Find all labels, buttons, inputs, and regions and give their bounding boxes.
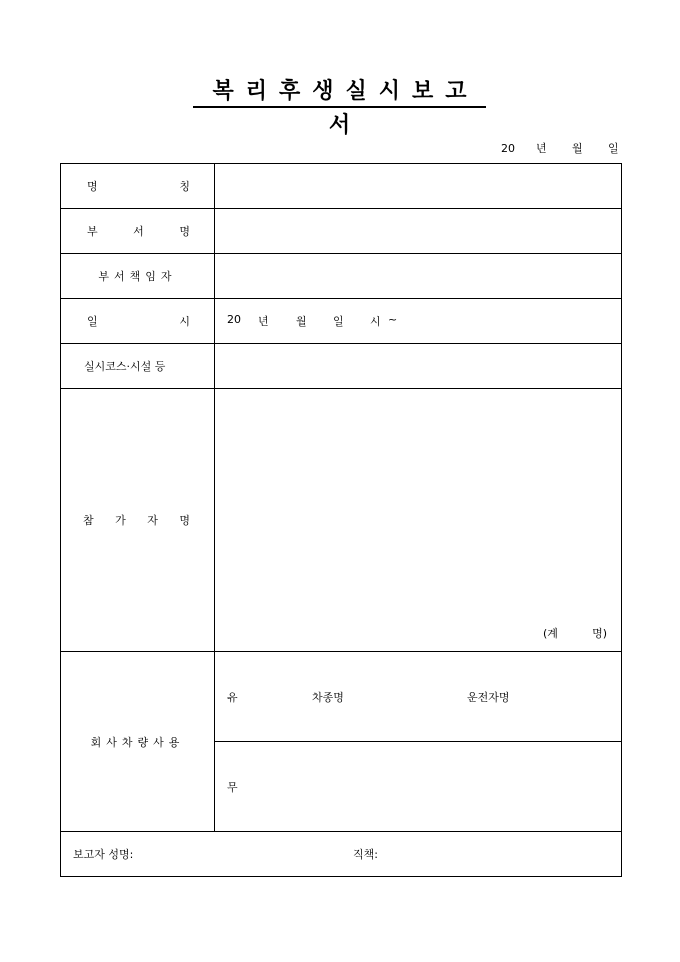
field-course[interactable] xyxy=(215,344,622,389)
field-vehicle-no[interactable] xyxy=(215,742,622,832)
date-year-prefix: 20 xyxy=(501,142,515,155)
field-manager[interactable] xyxy=(215,254,622,299)
row-manager xyxy=(61,254,622,299)
row-footer xyxy=(61,832,622,877)
row-datetime xyxy=(61,299,622,344)
report-form-table xyxy=(60,163,622,877)
document-title: 복리후생실시보고서 xyxy=(193,74,486,108)
label-department xyxy=(61,209,215,254)
vehicle-no-label: 무 xyxy=(227,780,238,794)
label-department-part-c: 명 xyxy=(179,225,190,238)
label-datetime xyxy=(61,299,215,344)
label-name-part-b: 칭 xyxy=(179,180,190,193)
vehicle-yes-label: 유 xyxy=(227,690,238,704)
participant-count xyxy=(543,625,607,641)
row-course xyxy=(61,344,622,389)
field-name[interactable] xyxy=(215,164,622,209)
label-datetime-part-b: 시 xyxy=(179,315,190,328)
report-date xyxy=(497,140,622,158)
label-course: 실시코스·시설 등 xyxy=(61,344,215,389)
footer-cell xyxy=(61,832,622,877)
car-type-label: 차종명 xyxy=(312,690,344,704)
datetime-day: 일 xyxy=(333,315,344,328)
label-department-part-b: 서 xyxy=(133,225,144,238)
label-vehicle: 회사차량사용 xyxy=(61,652,215,832)
reporter-name-label: 보고자 성명: xyxy=(73,848,134,861)
count-close: 명) xyxy=(592,627,607,640)
datetime-hour: 시 xyxy=(370,315,381,328)
label-department-part-a: 부 xyxy=(87,225,98,238)
field-datetime[interactable] xyxy=(215,299,622,344)
field-department[interactable] xyxy=(215,209,622,254)
position-label: 직책: xyxy=(353,848,378,861)
date-day-label: 일 xyxy=(608,142,619,155)
datetime-tilde: ~ xyxy=(388,313,398,326)
label-name-part-a: 명 xyxy=(87,180,98,193)
count-open: (계 xyxy=(543,627,558,640)
datetime-month: 월 xyxy=(296,315,307,328)
row-name xyxy=(61,164,622,209)
label-participants-part-a: 참 xyxy=(83,514,94,527)
date-month-label: 월 xyxy=(572,142,583,155)
driver-label: 운전자명 xyxy=(467,690,510,704)
datetime-year: 년 xyxy=(258,315,269,328)
label-datetime-part-a: 일 xyxy=(87,315,98,328)
label-participants-part-c: 자 xyxy=(147,514,158,527)
row-participants xyxy=(61,389,622,652)
field-vehicle-yes[interactable] xyxy=(215,652,622,742)
label-participants xyxy=(61,389,215,652)
label-manager: 부서책임자 xyxy=(61,254,215,299)
label-participants-part-d: 명 xyxy=(179,514,190,527)
datetime-prefix: 20 xyxy=(227,313,241,326)
date-year-label: 년 xyxy=(536,142,547,155)
label-participants-part-b: 가 xyxy=(115,514,126,527)
row-department xyxy=(61,209,622,254)
field-participants[interactable] xyxy=(215,389,622,652)
label-name xyxy=(61,164,215,209)
row-vehicle-yes xyxy=(61,652,622,742)
